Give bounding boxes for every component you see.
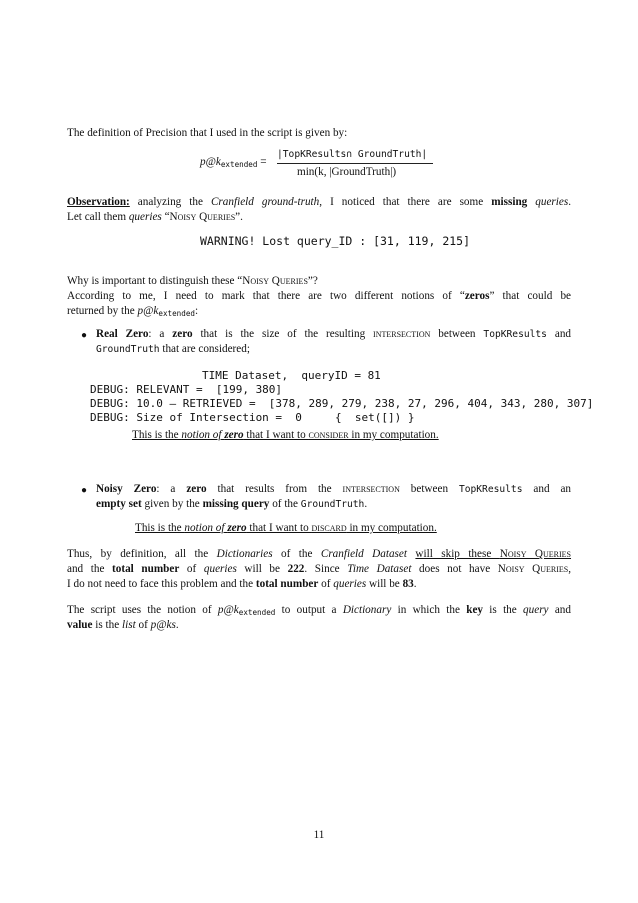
noisy-zero-line-1: Noisy Zero: a zero that results from the intersection between TopKResults and an	[96, 483, 572, 495]
thus-line-2: and the total number of queries will be 222. Since Time Dataset does not have Noisy Queries,	[67, 563, 572, 575]
bullet-dot: ●	[81, 485, 88, 496]
real-zero-note: This is the notion of zero that I want to consider in my computation.	[132, 429, 439, 441]
according-line-1: According to me, I need to mark that there are two different notions of “zeros” that could be	[67, 290, 572, 302]
page-number: 11	[313, 829, 325, 841]
thus-line-1: Thus, by definition, all the Dictionaries of the Cranfield Dataset will skip these Noisy Queries	[67, 548, 572, 560]
according-line-2: returned by the p@kextended:	[67, 305, 199, 318]
precision-intro: The definition of Precision that I used in the script is given by:	[67, 127, 348, 139]
debug-intersection: DEBUG: Size of Intersection = 0 { set([]) }	[90, 411, 415, 424]
fraction-bar	[277, 163, 433, 164]
debug-header: TIME Dataset, queryID = 81	[202, 369, 381, 382]
script-line-2: value is the list of p@ks.	[67, 619, 179, 631]
noisy-zero-note: This is the notion of zero that I want to discard in my computation.	[135, 522, 437, 534]
script-line-1: The script uses the notion of p@kextended to output a Dictionary in which the key is the query and	[67, 604, 571, 617]
noisy-zero-line-2: empty set given by the missing query of the GroundTruth.	[96, 498, 368, 510]
why-question: Why is important to distinguish these “Noisy Queries”?	[67, 275, 318, 287]
debug-retrieved: DEBUG: 10.0 – RETRIEVED = [378, 289, 279, 238, 27, 296, 404, 343, 280, 307]	[90, 397, 594, 410]
bullet-dot: ●	[81, 330, 88, 341]
real-zero-line-1: Real Zero: a zero that is the size of the resulting intersection between TopKResults and	[96, 328, 572, 340]
real-zero-line-2: GroundTruth that are considered;	[96, 343, 250, 355]
formula-lhs: p@kextended =	[200, 156, 267, 169]
formula-denominator: min(k, |GroundTruth|)	[297, 166, 397, 178]
observation-line-1: Observation: analyzing the Cranfield ground-truth, I noticed that there are some missing queries.	[67, 196, 572, 208]
thus-line-3: I do not need to face this problem and the total number of queries will be 83.	[67, 578, 417, 590]
warning-message: WARNING! Lost query_ID : [31, 119, 215]	[200, 234, 471, 248]
debug-relevant: DEBUG: RELEVANT = [199, 380]	[90, 383, 283, 396]
formula-numerator: |TopKResults∩ GroundTruth|	[277, 149, 428, 160]
observation-line-2: Let call them queries “Noisy Queries”.	[67, 211, 243, 223]
precision-formula	[200, 147, 440, 187]
